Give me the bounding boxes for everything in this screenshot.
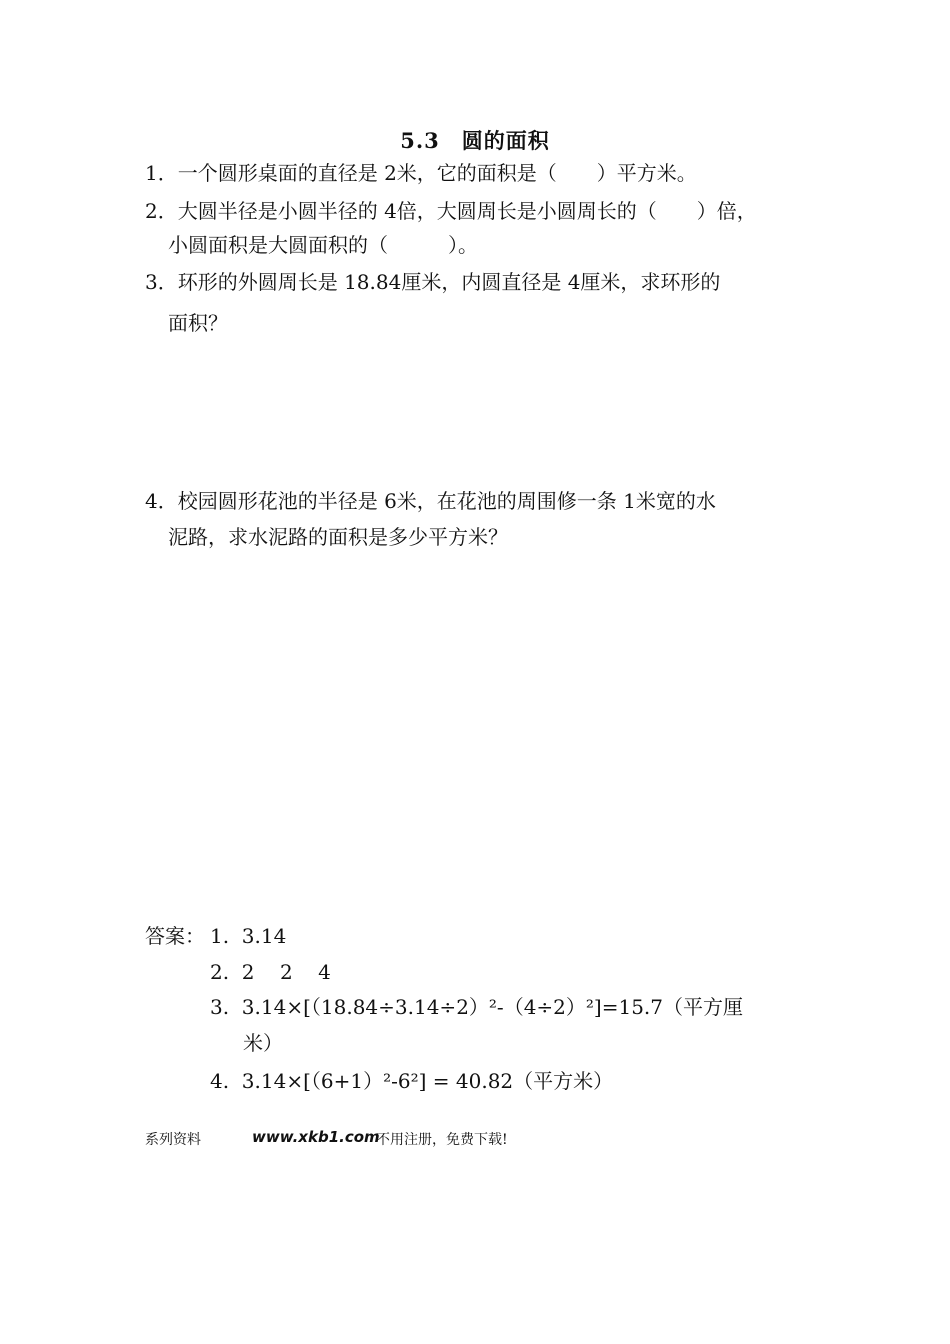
answer-2: 2. 2 2 4 [210, 960, 331, 984]
footer-site-link[interactable]: www.xkb1.com [252, 1128, 380, 1146]
answers-label: 答案： [145, 924, 205, 948]
answer-1: 1. 3.14 [210, 924, 287, 948]
question-1: 1．一个圆形桌面的直径是 2米，它的面积是（ ）平方米。 [145, 161, 697, 185]
question-4-line-2: 泥路，求水泥路的面积是多少平方米？ [168, 525, 508, 549]
question-4-line-1: 4．校园圆形花池的半径是 6米，在花池的周围修一条 1米宽的水 [145, 489, 716, 513]
answer-3-line-2: 米） [243, 1031, 283, 1055]
question-2-line-1: 2．大圆半径是小圆半径的 4倍，大圆周长是小圆周长的（ ）倍， [145, 199, 757, 223]
footer-note: 不用注册，免费下载! [376, 1132, 508, 1148]
footer-series: 系列资料 [145, 1132, 201, 1148]
question-3-line-1: 3．环形的外圆周长是 18.84厘米，内圆直径是 4厘米，求环形的 [145, 270, 721, 294]
question-3-line-2: 面积？ [168, 311, 228, 335]
page-title: 5.3 圆的面积 [400, 128, 550, 153]
answer-3-line-1: 3. 3.14×[（18.84÷3.14÷2）²-（4÷2）²]=15.7（平方厘 [210, 995, 744, 1019]
answer-4: 4. 3.14×[（6+1）²-6²] = 40.82（平方米） [210, 1069, 614, 1093]
question-2-line-2: 小圆面积是大圆面积的（ ）。 [168, 233, 478, 257]
